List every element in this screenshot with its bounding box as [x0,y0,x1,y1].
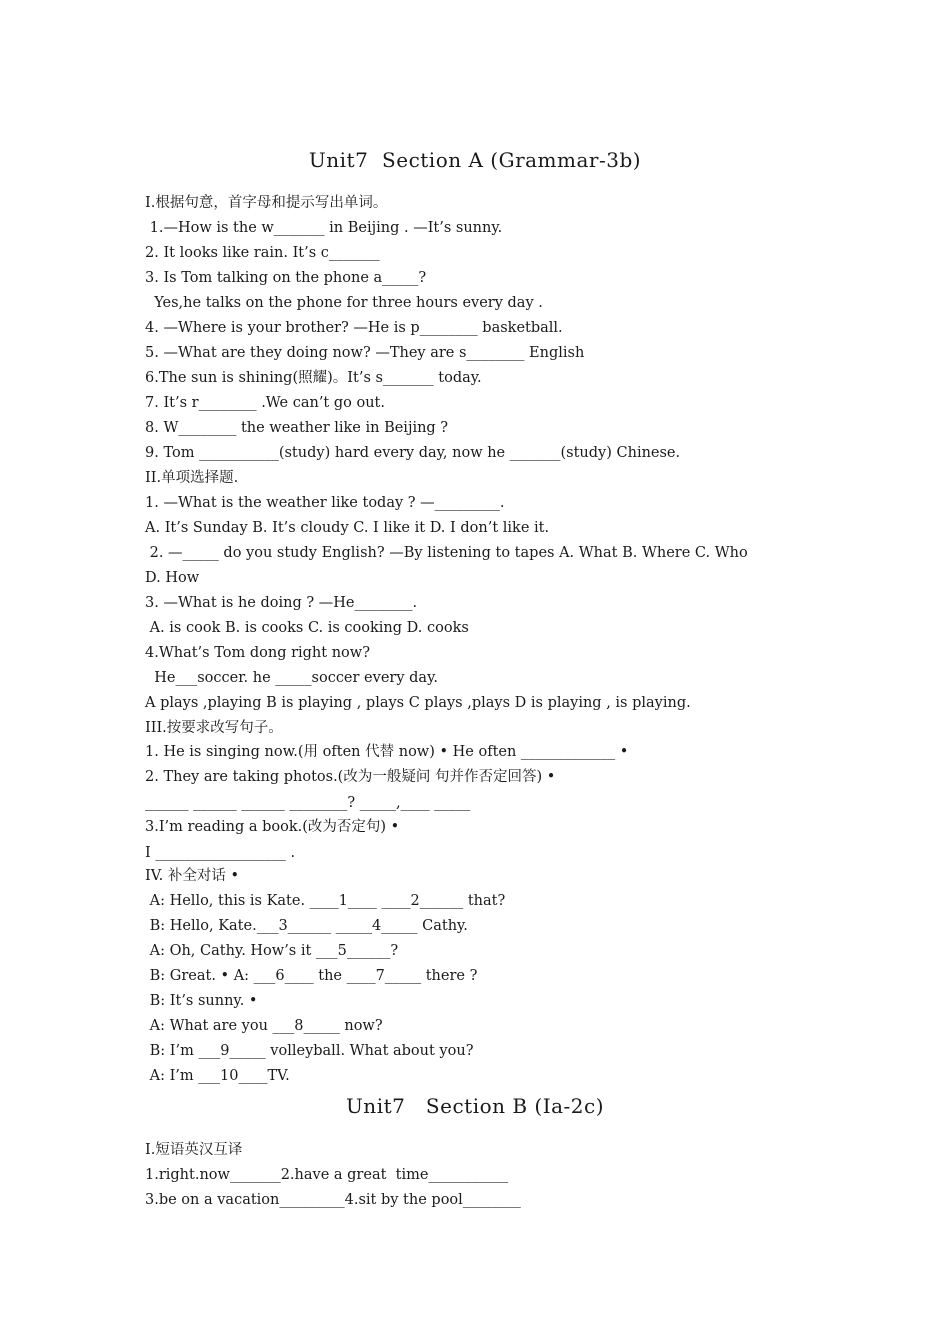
exercise-line: 4. —Where is your brother? —He is p________ basketball. [145,320,563,336]
exercise-line: 1.right.now_______2.have a great time___________ [145,1167,509,1183]
exercise-line: 3.I’m reading a book.(改为否定句) • [145,819,400,835]
exercise-line: 3. —What is he doing ? —He________. [145,595,418,611]
dialogue-line: A: Hello, this is Kate. ____1____ ____2______ that? [145,893,506,909]
exercise-line: A. It’s Sunday B. It’s cloudy C. I like it D. I don’t like it. [145,520,550,536]
section-a-title: Unit7 Section A (Grammar-3b) [308,148,642,172]
exercise-line: I.根据句意，首字母和提示写出单词。 [145,195,388,211]
section-heading: I.短语英汉互译 [145,1142,243,1158]
exercise-line: 1. He is singing now.(用 often 代替 now) • He often _____________ • [145,744,629,760]
dialogue-line: B: I’m ___9_____ volleyball. What about you? [145,1043,474,1059]
answer-blanks-line: I __________________ . [145,845,296,861]
exercise-line: 2. They are taking photos.(改为一般疑问 句并作否定回答) • [145,769,556,785]
exercise-line: 1. —What is the weather like today ? —_________. [145,495,505,511]
exercise-line: Yes,he talks on the phone for three hours every day . [145,295,543,311]
exercise-line: 3.be on a vacation_________4.sit by the pool________ [145,1192,521,1208]
exercise-line: 6.The sun is shining(照耀)。It’s s_______ today. [145,370,482,386]
dialogue-line: A: Oh, Cathy. How’s it ___5______? [145,943,399,959]
exercise-line: A plays ,playing B is playing , plays C plays ,plays D is playing , is playing. [145,695,691,711]
dialogue-line: B: Great. • A: ___6____ the ____7_____ there ? [145,968,478,984]
section-heading: II.单项选择题. [145,470,239,486]
dialogue-line: B: It’s sunny. • [145,993,258,1009]
dialogue-line: A: I’m ___10____TV. [145,1068,290,1084]
answer-blanks-line: ______ ______ ______ ________? _____,____ _____ [145,795,471,811]
exercise-line: 2. It looks like rain. It’s c_______ [145,245,380,261]
exercise-line: D. How [145,570,200,586]
exercise-line: 8. W________ the weather like in Beijing ? [145,420,449,436]
section-heading: III.按要求改写句子。 [145,720,283,736]
exercise-line: He___soccer. he _____soccer every day. [145,670,438,686]
exercise-line: 5. —What are they doing now? —They are s________ English [145,345,585,361]
exercise-line: 1.—How is the w_______ in Beijing . —It’s sunny. [145,220,503,236]
exercise-line: A. is cook B. is cooks C. is cooking D. cooks [145,620,469,636]
dialogue-line: A: What are you ___8_____ now? [145,1018,383,1034]
exercise-line: 3. Is Tom talking on the phone a_____? [145,270,427,286]
section-b-title: Unit7 Section B (Ia-2c) [345,1094,605,1118]
exercise-line: 2. —_____ do you study English? —By listening to tapes A. What B. Where C. Who [145,545,748,561]
exercise-line: 9. Tom ___________(study) hard every day, now he _______(study) Chinese. [145,445,681,461]
dialogue-line: B: Hello, Kate.___3______ _____4_____ Cathy. [145,918,468,934]
exercise-line: 7. It’s r________ .We can’t go out. [145,395,385,411]
section-heading: IV. 补全对话 • [145,868,240,884]
exercise-line: 4.What’s Tom dong right now? [145,645,370,661]
